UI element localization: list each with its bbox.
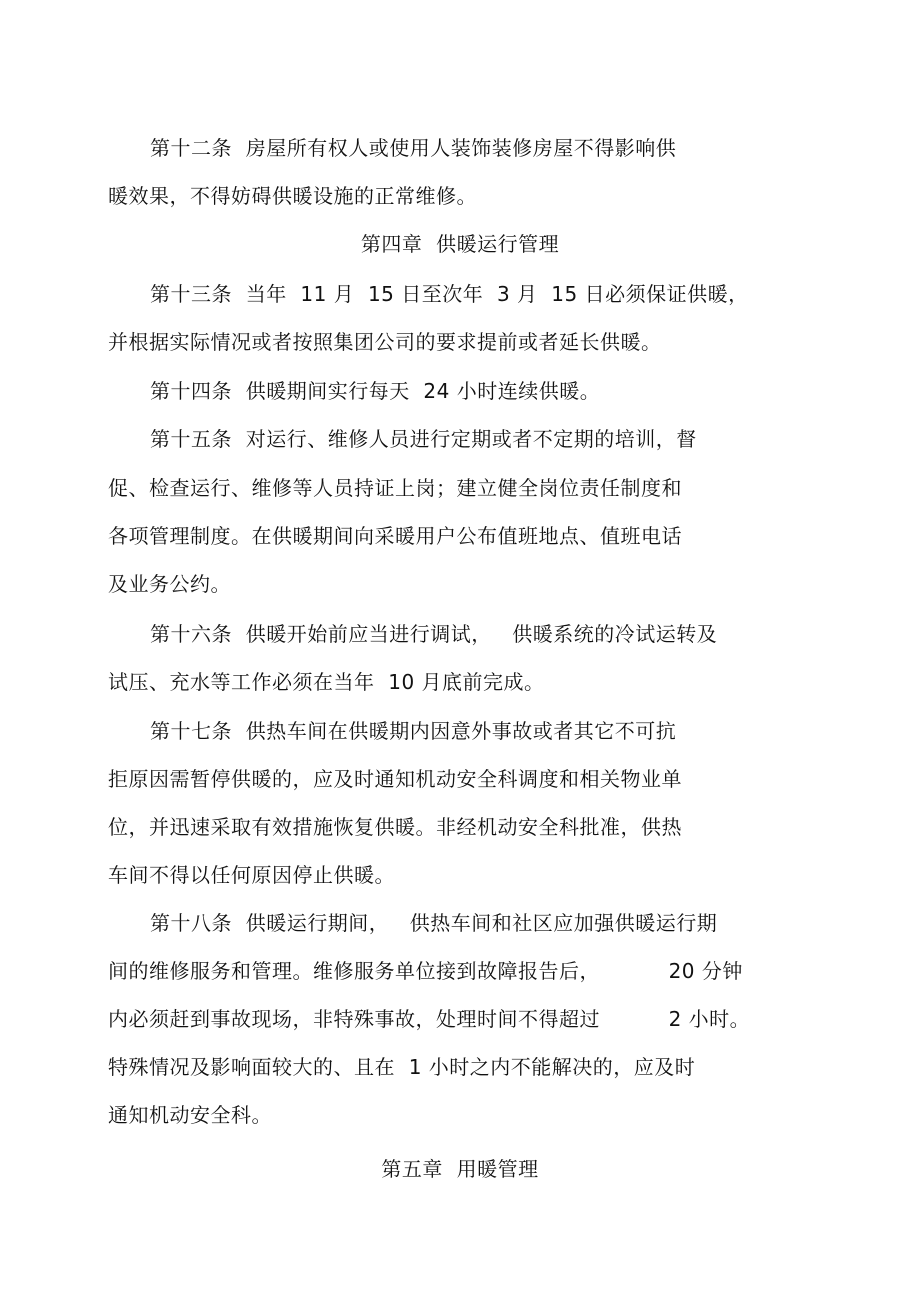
- article-16-line-2: 试压、充水等工作必须在当年 10 月底前完成。: [108, 670, 545, 694]
- article-18-line-1: 第十八条 供暖运行期间， 供热车间和社区应加强供暖运行期: [150, 911, 718, 935]
- article-15-line-2: 促、检查运行、维修等人员持证上岗；建立健全岗位责任制度和: [108, 476, 682, 500]
- article-17-line-4: 车间不得以任何原因停止供暖。: [108, 863, 395, 887]
- article-17-line-3: 位，并迅速采取有效措施恢复供暖。非经机动安全科批准，供热: [108, 815, 682, 839]
- article-14-line-1: 第十四条 供暖期间实行每天 24 小时连续供暖。: [150, 379, 601, 403]
- article-17-line-1: 第十七条 供热车间在供暖期内因意外事故或者其它不可抗: [150, 719, 677, 743]
- article-18-line-4: 特殊情况及影响面较大的、且在 1 小时之内不能解决的，应及时: [108, 1055, 696, 1079]
- article-18-line-2: 间的维修服务和管理。维修服务单位接到故障报告后， 20 分钟: [108, 959, 743, 983]
- article-12-line-2: 暖效果，不得妨碍供暖设施的正常维修。: [108, 184, 477, 208]
- article-18-line-3: 内必须赶到事故现场，非特殊事故，处理时间不得超过 2 小时。: [108, 1007, 751, 1031]
- article-16-line-1: 第十六条 供暖开始前应当进行调试， 供暖系统的冷试运转及: [150, 622, 718, 646]
- article-15-line-1: 第十五条 对运行、维修人员进行定期或者不定期的培训，督: [150, 427, 697, 451]
- chapter-5-heading: 第五章 用暖管理: [381, 1157, 539, 1181]
- article-17-line-2: 拒原因需暂停供暖的，应及时通知机动安全科调度和相关物业单: [108, 767, 682, 791]
- article-12-line-1: 第十二条 房屋所有权人或使用人装饰装修房屋不得影响供: [150, 136, 677, 160]
- article-15-line-4: 及业务公约。: [108, 572, 231, 596]
- article-15-line-3: 各项管理制度。在供暖期间向采暖用户公布值班地点、值班电话: [108, 524, 682, 548]
- article-13-line-1: 第十三条 当年 11 月 15 日至次年 3 月 15 日必须保证供暖，: [150, 282, 749, 306]
- chapter-4-heading: 第四章 供暖运行管理: [360, 232, 560, 256]
- article-18-line-5: 通知机动安全科。: [108, 1103, 272, 1127]
- article-13-line-2: 并根据实际情况或者按照集团公司的要求提前或者延长供暖。: [108, 330, 662, 354]
